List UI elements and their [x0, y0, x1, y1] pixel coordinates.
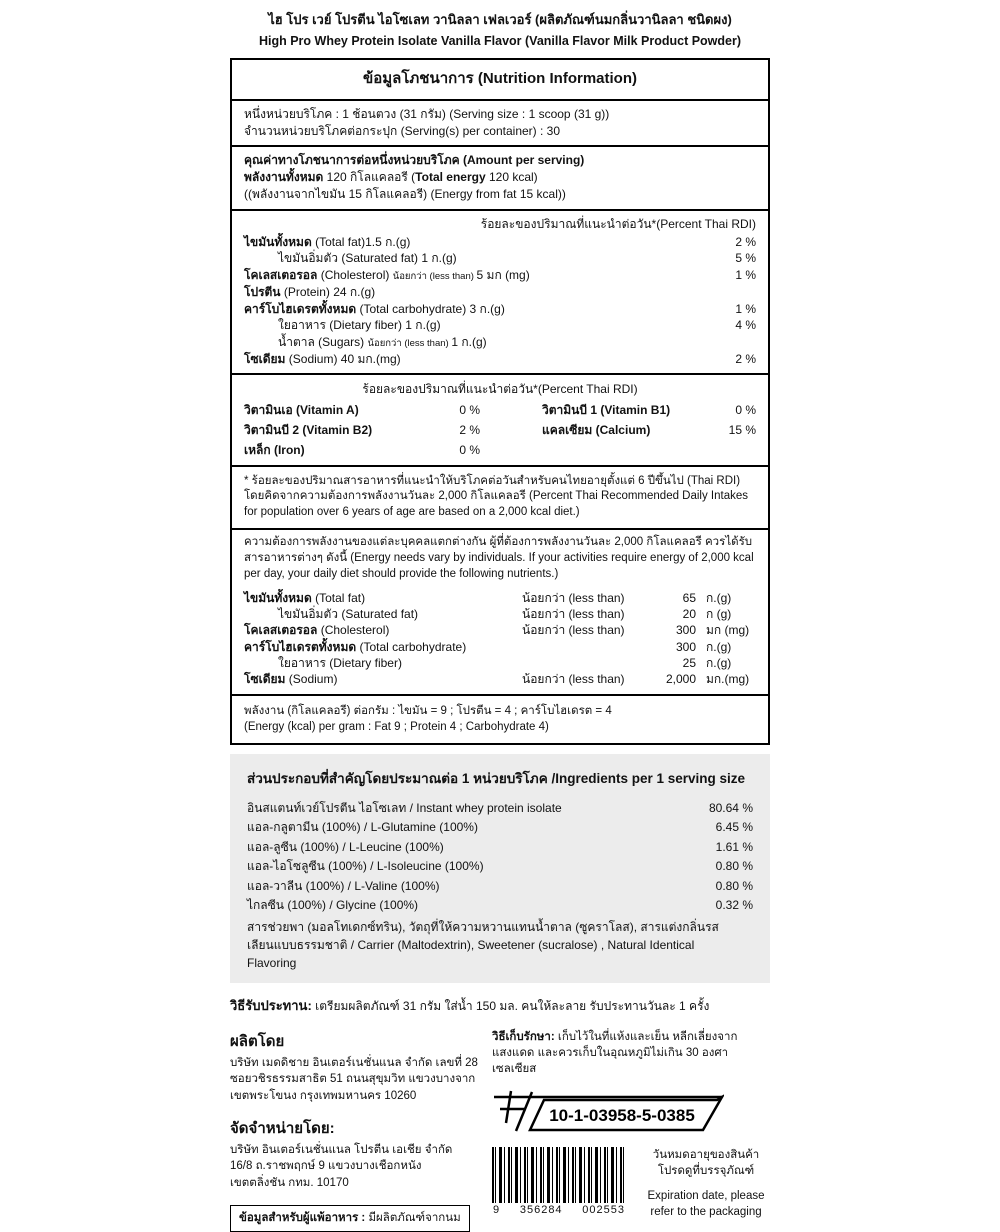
- barcode-digit-group: 9: [493, 1203, 501, 1216]
- nutrient-qualifier: น้อยกว่า (less than): [392, 271, 477, 283]
- vitamin-b2-percent: 2 %: [459, 423, 480, 438]
- energy-per-gram-section: [232, 696, 768, 743]
- nutrient-percent: 1 %: [735, 268, 756, 283]
- nutrient-label: [244, 334, 487, 351]
- nutrient-name-en: (Saturated fat): [338, 251, 422, 266]
- limit-name-en: (Sodium): [285, 672, 338, 687]
- nutrient-label: [244, 284, 375, 301]
- nutrient-percent: 4 %: [735, 318, 756, 333]
- rdi-footnote-section: [232, 467, 768, 531]
- company-column: [230, 1029, 492, 1232]
- vitamin-b2-label: วิตามินบี 2 (Vitamin B2): [244, 423, 373, 438]
- nutrition-box-title: ข้อมูลโภชนาการ (Nutrition Information): [362, 69, 637, 87]
- limit-name-en: (Cholesterol): [317, 623, 390, 638]
- manufacturer-address-line: บริษัท เมดดิชาย อินเตอร์เนชั่นแนล จำกัด เลขที่ 28: [230, 1056, 478, 1069]
- ingredient-percent: 0.80 %: [715, 859, 753, 874]
- serving-size-line: หนึ่งหน่วยบริโภค : 1 ช้อนตวง (31 กรัม) (Serving size : 1 scoop (31 g)): [244, 106, 610, 121]
- expiration-th-line: วันหมดอายุของสินค้า: [652, 1148, 760, 1161]
- limit-label: [244, 655, 522, 671]
- total-energy-label-en: Total energy: [415, 170, 486, 185]
- nutrient-name-en: (Dietary fiber): [325, 318, 406, 333]
- barcode-digit-group: 002553: [582, 1203, 625, 1216]
- ingredient-row: [247, 838, 753, 857]
- nutrient-row-cholesterol: [244, 267, 756, 284]
- calcium-percent: 15 %: [728, 423, 756, 438]
- limit-name-en: (Total fat): [311, 590, 366, 605]
- nutrient-amount: 3 ก.(g): [469, 301, 505, 316]
- thai-fda-logo-icon: [492, 1087, 724, 1133]
- storage-text: เก็บไว้ในที่แห้งและเย็น หลีกเลี่ยงจากแสงแดด และควรเก็บในอุณหภูมิไม่เกิน 30 องศาเซลเซียส: [492, 1030, 738, 1076]
- distributor-heading: จัดจำหน่ายโดย:: [230, 1119, 335, 1137]
- limit-unit: ก (g): [706, 607, 732, 622]
- nutrient-label: [244, 317, 441, 334]
- nutrient-name-th: น้ำตาล: [278, 334, 315, 349]
- total-energy-label-th: พลังงานทั้งหมด: [244, 170, 324, 185]
- total-energy-line: [244, 169, 756, 186]
- ingredient-percent: 0.32 %: [715, 898, 753, 913]
- nutrient-amount: 5 มก (mg): [476, 268, 530, 283]
- nutrient-percent: 1 %: [735, 301, 756, 316]
- nutrient-name-th: คาร์โบไฮเดรตทั้งหมด: [244, 301, 357, 316]
- limit-qualifier: น้อยกว่า (less than): [522, 672, 625, 687]
- total-energy-end: 120 kcal): [485, 170, 538, 185]
- manufacturer-address-line: เขตพระโขนง กรุงเทพมหานคร 10260: [230, 1089, 417, 1102]
- nutrient-name-en: (Total fat): [311, 234, 366, 249]
- nutrient-row-carbohydrate: [244, 301, 756, 318]
- limit-name-th: โคเลสเตอรอล: [244, 623, 318, 638]
- limit-label: [244, 622, 522, 638]
- energy-per-gram-en: (Energy (kcal) per gram : Fat 9 ; Protein 4 ; Carbohydrate 4): [244, 721, 549, 734]
- ingredient-percent: 6.45 %: [715, 820, 753, 835]
- barcode-row: [492, 1147, 770, 1220]
- vitamin-b1-percent: 0 %: [735, 403, 756, 418]
- limit-label: [244, 639, 522, 655]
- allergen-text: มีผลิตภัณฑ์จากนม: [365, 1211, 461, 1224]
- nutrient-label: [244, 267, 530, 284]
- vitamins-grid: [244, 402, 756, 458]
- nutrient-name-th: ใยอาหาร: [278, 318, 326, 333]
- ingredients-panel: [230, 754, 770, 983]
- nutrient-name-en: (Cholesterol): [317, 268, 393, 283]
- limit-value: 20: [682, 607, 696, 622]
- total-energy-mid: 120 กิโลแคลอรี (: [323, 170, 416, 185]
- energy-per-gram-th: พลังงาน (กิโลแคลอรี) ต่อกรัม : ไขมัน = 9 ; โปรตีน = 4 ; คาร์โบไฮเดรต = 4: [244, 704, 612, 717]
- ingredient-row: [247, 896, 753, 915]
- calcium-label: แคลเซียม (Calcium): [542, 423, 651, 438]
- limit-unit: ก.(g): [706, 639, 732, 654]
- limit-name-en: (Dietary fiber): [325, 656, 402, 671]
- nutrient-qualifier: น้อยกว่า (less than): [367, 337, 452, 349]
- expiration-en-line: Expiration date, please: [647, 1189, 765, 1202]
- expiration-note: [642, 1147, 770, 1220]
- expiration-th-line: โปรดดูที่บรรจุภัณฑ์: [657, 1164, 755, 1177]
- nutrient-amount: 1 ก.(g): [451, 334, 487, 349]
- nutrient-label: [244, 234, 410, 251]
- limit-name-th: คาร์โบไฮเดรตทั้งหมด: [244, 639, 357, 654]
- iron-label: เหล็ก (Iron): [244, 442, 305, 457]
- ingredient-name: แอล-ลูซีน (100%) / L-Leucine (100%): [247, 839, 444, 854]
- percent-rdi-header: ร้อยละของปริมาณที่แนะนำต่อวัน*(Percent Thai RDI): [480, 216, 756, 231]
- nutrient-amount: 1.5 ก.(g): [365, 234, 411, 249]
- limit-qualifier: น้อยกว่า (less than): [522, 623, 625, 638]
- preparation-label: วิธีรับประทาน:: [230, 997, 312, 1013]
- distributor-address-line: 16/8 ถ.ราชพฤกษ์ 9 แขวงบางเชือกหนัง: [230, 1160, 422, 1173]
- nutrient-amount: 24 ก.(g): [333, 284, 376, 299]
- ingredient-percent: 1.61 %: [715, 839, 753, 854]
- nutrient-name-th: ไขมันทั้งหมด: [244, 234, 312, 249]
- nutrient-name-en: (Sodium): [285, 351, 341, 366]
- label-sheet: [230, 0, 770, 1232]
- limit-label: [244, 671, 522, 687]
- nutrient-row-total-fat: [244, 234, 756, 251]
- vitamins-rdi-header: ร้อยละของปริมาณที่แนะนำต่อวัน*(Percent Thai RDI): [362, 382, 638, 397]
- ingredients-heading: ส่วนประกอบที่สำคัญโดยประมาณต่อ 1 หน่วยบริโภค /Ingredients per 1 serving size: [247, 770, 746, 786]
- daily-needs-intro: ความต้องการพลังงานของแต่ละบุคคลแตกต่างกัน ผู้ที่ต้องการพลังงานวันละ 2,000 กิโลแคลอรี ควรได้รับสารอาหารต่างๆ ดังนี้ (Energy needs vary by individuals. If your activities require energy of 2,000 kcal per day, your daily diet should provide the following nutrients.): [244, 536, 754, 580]
- nutrient-name-th: ไขมันอิ่มตัว: [278, 251, 338, 266]
- ingredient-row: [247, 818, 753, 837]
- nutrient-label: [244, 250, 457, 267]
- ingredient-percent: 0.80 %: [715, 878, 753, 893]
- barcode-bars-icon: [492, 1147, 626, 1203]
- nutrient-amount: 1 ก.(g): [421, 251, 457, 266]
- distributor-address-line: บริษัท อินเตอร์เนชั่นแนล โปรตีน เอเชีย จำกัด: [230, 1143, 453, 1156]
- ingredient-name: แอล-วาลีน (100%) / L-Valine (100%): [247, 878, 440, 893]
- thai-fda-mark: [492, 1087, 770, 1138]
- limit-unit: มก.(mg): [706, 672, 750, 687]
- rdi-footnote: * ร้อยละของปริมาณสารอาหารที่แนะนำให้บริโภคต่อวันสำหรับคนไทยอายุตั้งแต่ 6 ปีขึ้นไป (Thai RDI) โดยคิดจากความต้องการพลังงานวันละ 2,000 กิโลแคลอรี (Percent Thai Recommended Daily Intakes for population over 6 years of age are based on a 2,000 kcal diet.): [244, 474, 749, 519]
- limit-unit: มก (mg): [706, 623, 750, 638]
- servings-per-container-line: จำนวนหน่วยบริโภคต่อกระปุก (Serving(s) per container) : 30: [244, 123, 561, 138]
- daily-needs-section: [232, 530, 768, 695]
- limit-label: [244, 606, 522, 622]
- nutrition-facts-box: [230, 58, 770, 745]
- preparation-line: [230, 995, 770, 1016]
- iron-percent: 0 %: [459, 442, 480, 457]
- nutrient-percent: 2 %: [735, 351, 756, 366]
- storage-label: วิธีเก็บรักษา:: [492, 1030, 555, 1043]
- limit-value: 2,000: [665, 672, 696, 687]
- limit-name-en: (Total carbohydrate): [356, 639, 467, 654]
- nutrient-name-en: (Total carbohydrate): [356, 301, 470, 316]
- limit-row-saturated-fat: [244, 606, 756, 622]
- limit-name-th: โซเดียม: [244, 672, 286, 687]
- ingredient-row: [247, 877, 753, 896]
- product-title-english: High Pro Whey Protein Isolate Vanilla Flavor (Vanilla Flavor Milk Product Powder): [258, 33, 742, 48]
- limit-unit: ก.(g): [706, 656, 732, 671]
- storage-regulatory-column: [492, 1029, 770, 1232]
- limit-qualifier: น้อยกว่า (less than): [522, 607, 625, 622]
- ingredient-row: [247, 799, 753, 818]
- bottom-columns: [230, 1029, 770, 1232]
- limit-row-cholesterol: [244, 622, 756, 638]
- limit-row-carbohydrate: [244, 639, 756, 655]
- limit-value: 65: [682, 590, 696, 605]
- amount-per-serving-section: [232, 147, 768, 210]
- fda-number-svg-text: 10-1-03958-5-0385: [549, 1105, 695, 1125]
- limit-label: [244, 590, 522, 606]
- limit-unit: ก.(g): [706, 590, 732, 605]
- allergen-info-box: [230, 1205, 470, 1232]
- limit-qualifier: [522, 639, 648, 655]
- nutrient-label: [244, 301, 505, 318]
- nutrient-name-th: โซเดียม: [244, 351, 286, 366]
- nutrient-row-sugars: [244, 334, 756, 351]
- ingredient-percent: 80.64 %: [708, 800, 753, 815]
- limit-qualifier: น้อยกว่า (less than): [522, 590, 625, 605]
- nutrient-amount: 40 มก.(mg): [340, 351, 401, 366]
- vitamins-section: [232, 375, 768, 466]
- limit-qualifier: [522, 655, 648, 671]
- barcode: [492, 1147, 626, 1216]
- ingredient-name: ไกลซีน (100%) / Glycine (100%): [247, 898, 419, 913]
- nutrient-name-th: โคเลสเตอรอล: [244, 268, 318, 283]
- limit-name-th: ใยอาหาร: [278, 656, 326, 671]
- ingredient-name: แอล-กลูตามีน (100%) / L-Glutamine (100%): [247, 820, 478, 835]
- nutrient-percent: 5 %: [735, 251, 756, 266]
- vitamin-b1-label: วิตามินบี 1 (Vitamin B1): [542, 403, 671, 418]
- manufacturer-address-line: ซอยวชิรธรรมสาธิต 51 ถนนสุขุมวิท แขวงบางจาก: [230, 1073, 476, 1086]
- distributor-address-line: เขตตลิ่งชัน กทม. 10170: [230, 1176, 349, 1189]
- nutrient-name-en: (Protein): [280, 284, 334, 299]
- nutrient-name-en: (Sugars): [314, 334, 368, 349]
- vitamin-a-percent: 0 %: [459, 403, 480, 418]
- energy-from-fat-line: ((พลังงานจากไขมัน 15 กิโลแคลอรี) (Energy from fat 15 kcal)): [244, 187, 566, 202]
- limit-row-fiber: [244, 655, 756, 671]
- expiration-en-line: refer to the packaging: [650, 1205, 762, 1218]
- product-title-thai: ไฮ โปร เวย์ โปรตีน ไอโซเลท วานิลลา เฟลเวอร์ (ผลิตภัณฑ์นมกลิ่นวานิลลา ชนิดผง): [268, 12, 732, 27]
- nutrition-box-header: [232, 60, 768, 101]
- preparation-text: เตรียมผลิตภัณฑ์ 31 กรัม ใส่น้ำ 150 มล. คนให้ละลาย รับประทานวันละ 1 ครั้ง: [311, 998, 710, 1013]
- barcode-digits: [492, 1204, 626, 1216]
- nutrient-label: [244, 351, 401, 368]
- ingredient-name: แอล-ไอโซลูซีน (100%) / L-Isoleucine (100%): [247, 859, 484, 874]
- limit-value: 300: [675, 639, 696, 654]
- nutrient-amount: 1 ก.(g): [405, 318, 441, 333]
- nutrient-name-th: โปรตีน: [244, 284, 281, 299]
- manufacturer-heading: ผลิตโดย: [230, 1032, 285, 1050]
- storage-instructions: [492, 1029, 770, 1078]
- nutrient-row-saturated-fat: [244, 250, 756, 267]
- limit-row-total-fat: [244, 590, 756, 606]
- nutrient-table-section: [232, 211, 768, 376]
- limit-row-sodium: [244, 671, 756, 687]
- ingredient-name: อินสแตนท์เวย์โปรตีน ไอโซเลท / Instant whey protein isolate: [247, 800, 562, 815]
- serving-info-section: [232, 101, 768, 148]
- allergen-label: ข้อมูลสำหรับผู้แพ้อาหาร :: [239, 1211, 366, 1224]
- ingredient-other-additives: สารช่วยพา (มอลโทเดกซ์ทริน), วัตถุที่ให้ความหวานแทนน้ำตาล (ซูคราโลส), สารแต่งกลิ่นรส เลียนแบบธรรมชาติ / Carrier (Maltodextrin), Sweetener (sucralose) , Natural Identical Flavoring: [247, 919, 719, 970]
- nutrient-row-protein: [244, 284, 756, 301]
- limit-name-en: (Saturated fat): [338, 607, 419, 622]
- amount-per-serving-heading: คุณค่าทางโภชนาการต่อหนึ่งหน่วยบริโภค (Amount per serving): [244, 153, 585, 168]
- ingredient-row: [247, 857, 753, 876]
- nutrient-row-fiber: [244, 317, 756, 334]
- vitamin-a-label: วิตามินเอ (Vitamin A): [244, 403, 359, 418]
- limit-value: 25: [682, 656, 696, 671]
- nutrient-row-sodium: [244, 351, 756, 368]
- barcode-digit-group: 356284: [519, 1203, 563, 1216]
- limit-name-th: ไขมันทั้งหมด: [244, 590, 312, 605]
- limit-value: 300: [675, 623, 696, 638]
- limit-name-th: ไขมันอิ่มตัว: [278, 607, 338, 622]
- nutrient-percent: 2 %: [735, 234, 756, 249]
